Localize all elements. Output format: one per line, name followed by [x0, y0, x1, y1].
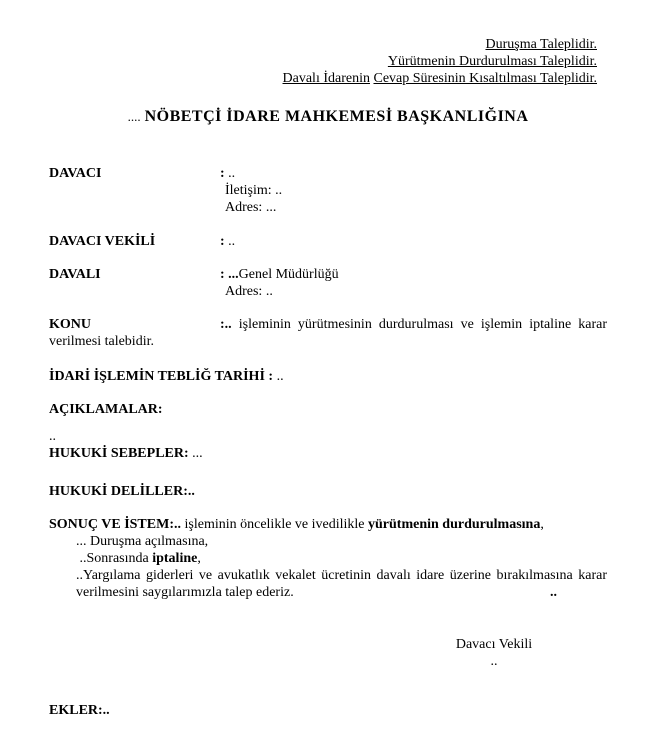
- claim-line-yurutme: [49, 53, 597, 70]
- aciklamalar-placeholder-dots: ..: [49, 429, 56, 444]
- sonuc-item-giderler-line1: ..Yargılama giderleri ve avukatlık vekalet ücretinin davalı idare üzerine bırakılmasına karar: [76, 568, 607, 583]
- hukuki-deliller-heading: HUKUKİ DELİLLER:..: [49, 484, 195, 499]
- claim-line-cevap-suresi: [49, 70, 597, 87]
- hukuki-sebepler-value: ...: [188, 446, 203, 461]
- ekler-heading: EKLER:..: [49, 703, 110, 718]
- court-title-text: NÖBETÇİ İDARE MAHKEMESİ BAŞKANLIĞINA: [144, 108, 529, 125]
- sonuc-istem-row: [49, 516, 607, 533]
- sonuc-item-iptal-end: ,: [197, 551, 201, 566]
- signature-title: Davacı Vekili: [455, 637, 533, 652]
- claim-cevap-part2: Cevap Süresinin Kısaltılması Taleplidir.: [373, 71, 597, 86]
- signature-name-dots: ..: [490, 654, 498, 669]
- teblig-tarihi-value: ..: [273, 369, 284, 384]
- hukuki-sebepler-label: HUKUKİ SEBEPLER:: [49, 446, 189, 461]
- davaci-vekili-colon: :: [220, 234, 225, 249]
- sonuc-closing-text: verilmesini saygılarımızla talep ederiz.: [76, 585, 294, 600]
- davaci-value: ..: [224, 166, 236, 181]
- court-title: [49, 107, 607, 127]
- konu-line1: [220, 316, 607, 333]
- sonuc-item-durusma: ... Duruşma açılmasına,: [76, 534, 209, 549]
- sonuc-item-iptal-bold: iptaline: [152, 551, 198, 566]
- aciklamalar-heading: AÇIKLAMALAR:: [49, 402, 163, 417]
- sonuc-item-iptal: [76, 550, 607, 567]
- sonuc-trailing-dots: ..: [550, 585, 557, 600]
- sonuc-line1-bold: yürütmenin durdurulmasına: [368, 517, 541, 532]
- sonuc-line1-regular: işleminin öncelikle ve ivedilikle: [181, 517, 369, 532]
- davali-address-line: Adres: ..: [225, 284, 273, 299]
- sonuc-item-giderler-line2: [76, 584, 607, 601]
- header-claims: [49, 36, 607, 87]
- court-title-prefix-dots: ....: [127, 109, 141, 124]
- sonuc-item-iptal-pre: ..Sonrasında: [76, 551, 153, 566]
- claim-yurutme-text: Yürütmenin Durdurulması Taleplidir.: [387, 54, 597, 69]
- claim-cevap-part1: Davalı İdarenin: [282, 71, 370, 86]
- konu-line2: verilmesi talebidir.: [49, 334, 154, 349]
- sonuc-istem-label: SONUÇ VE İSTEM:..: [49, 517, 181, 532]
- davaci-vekili-row: [49, 233, 607, 250]
- davaci-vekili-value: ..: [224, 234, 236, 249]
- teblig-tarihi-label: İDARİ İŞLEMİN TEBLİĞ TARİHİ :: [49, 369, 274, 384]
- davaci-address-line: Adres: ...: [225, 200, 277, 215]
- davali-colon-dots: : ...: [220, 267, 239, 282]
- signature-block: [394, 636, 594, 670]
- konu-line1-text: işleminin yürütmesinin durdurulması ve işlemin iptaline karar: [238, 317, 607, 332]
- teblig-tarihi-row: [49, 368, 607, 385]
- davali-value: Genel Müdürlüğü: [238, 267, 339, 282]
- davali-row: [49, 266, 607, 283]
- sonuc-line1-end: ,: [540, 517, 544, 532]
- konu-row: [49, 316, 607, 350]
- davali-label: DAVALI: [49, 267, 101, 282]
- davaci-contact-line: İletişim: ..: [225, 183, 283, 198]
- davaci-label: DAVACI: [49, 166, 102, 181]
- davaci-row: [49, 165, 607, 182]
- hukuki-sebepler-row: [49, 445, 607, 462]
- konu-colon-dots: :..: [220, 317, 232, 332]
- claim-line-durusma: [49, 36, 597, 53]
- konu-label: KONU: [49, 317, 91, 332]
- claim-durusma-text: Duruşma Taleplidir.: [485, 37, 597, 52]
- davaci-colon: :: [220, 166, 225, 181]
- davaci-vekili-label: DAVACI VEKİLİ: [49, 234, 156, 249]
